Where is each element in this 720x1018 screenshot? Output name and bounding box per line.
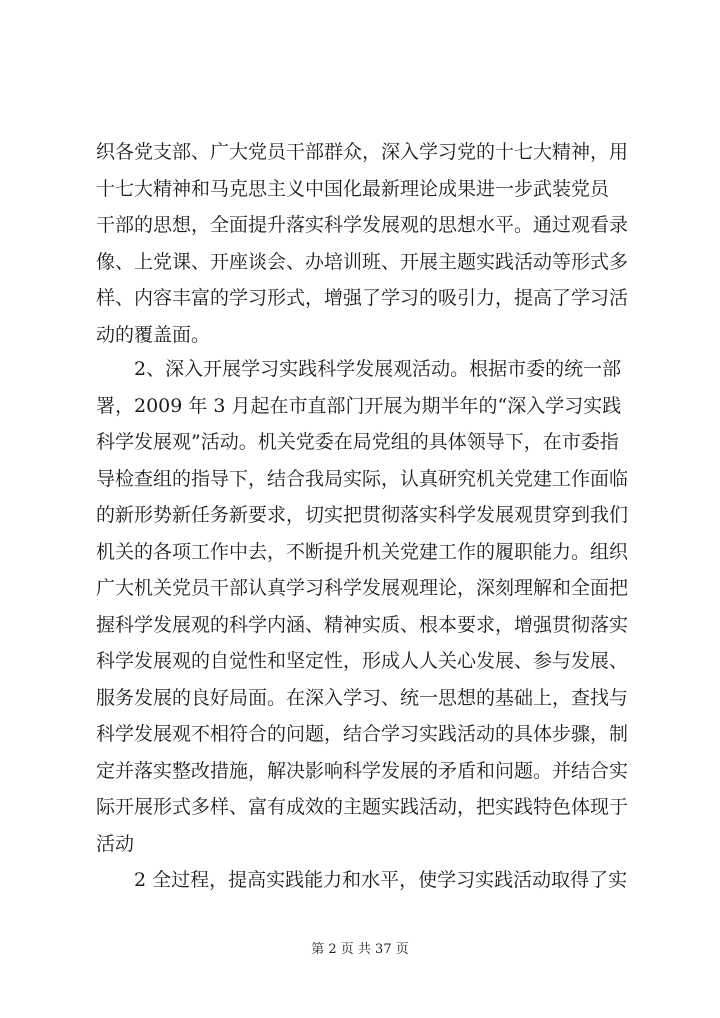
text-line: 2、深入开展学习实践科学发展观活动。根据市委的统一部 <box>134 358 622 380</box>
text-line: 定并落实整改措施，解决影响科学发展的矛盾和问题。并结合实 <box>96 759 629 782</box>
page-number-footer: 第 2 页 共 37 页 <box>311 942 409 957</box>
text-line: 十七大精神和马克思主义中国化最新理论成果进一步武装党员 <box>96 177 610 200</box>
text-line: 像、上党课、开座谈会、办培训班、开展主题实践活动等形式多 <box>96 250 629 273</box>
text-line: 科学发展观”活动。机关党委在局党组的具体领导下，在市委指 <box>96 431 619 453</box>
text-line: 活动 <box>96 832 135 855</box>
text-line: 广大机关党员干部认真学习科学发展观理论，深刻理解和全面把 <box>96 577 629 599</box>
text-line: 握科学发展观的科学内涵、精神实质、根本要求，增强贯彻落实 <box>96 613 629 636</box>
text-line: 服务发展的良好局面。在深入学习、统一思想的基础上，查找与 <box>96 686 629 709</box>
paragraph-3 <box>96 862 632 899</box>
text-line: 样、内容丰富的学习形式，增强了学习的吸引力，提高了学习活 <box>96 287 629 309</box>
text-line: 干部的思想，全面提升落实科学发展观的思想水平。通过观看录 <box>96 214 629 236</box>
text-line: 际开展形式多样、富有成效的主题实践活动，把实践特色体现于 <box>96 796 629 818</box>
text-line: 导检查组的指导下，结合我局实际，认真研究机关党建工作面临 <box>96 467 629 490</box>
text-line: 科学发展观的自觉性和坚定性，形成人人关心发展、参与发展、 <box>96 650 629 672</box>
text-line: 机关的各项工作中去，不断提升机关党建工作的履职能力。组织 <box>96 540 629 563</box>
paragraph-2 <box>96 351 632 862</box>
text-line: 的新形势新任务新要求，切实把贯彻落实科学发展观贯穿到我们 <box>96 504 629 526</box>
text-line: 2 全过程，提高实践能力和水平，使学习实践活动取得了实 <box>134 869 628 891</box>
text-line: 科学发展观不相符合的问题，结合学习实践活动的具体步骤，制 <box>96 723 629 745</box>
text-line: 织各党支部、广大党员干部群众，深入学习党的十七大精神，用 <box>96 141 629 163</box>
text-line: 动的覆盖面。 <box>96 323 211 346</box>
text-line: 署，2009 年 3 月起在市直部门开展为期半年的“深入学习实践 <box>96 394 622 417</box>
paragraph-1 <box>96 134 632 353</box>
